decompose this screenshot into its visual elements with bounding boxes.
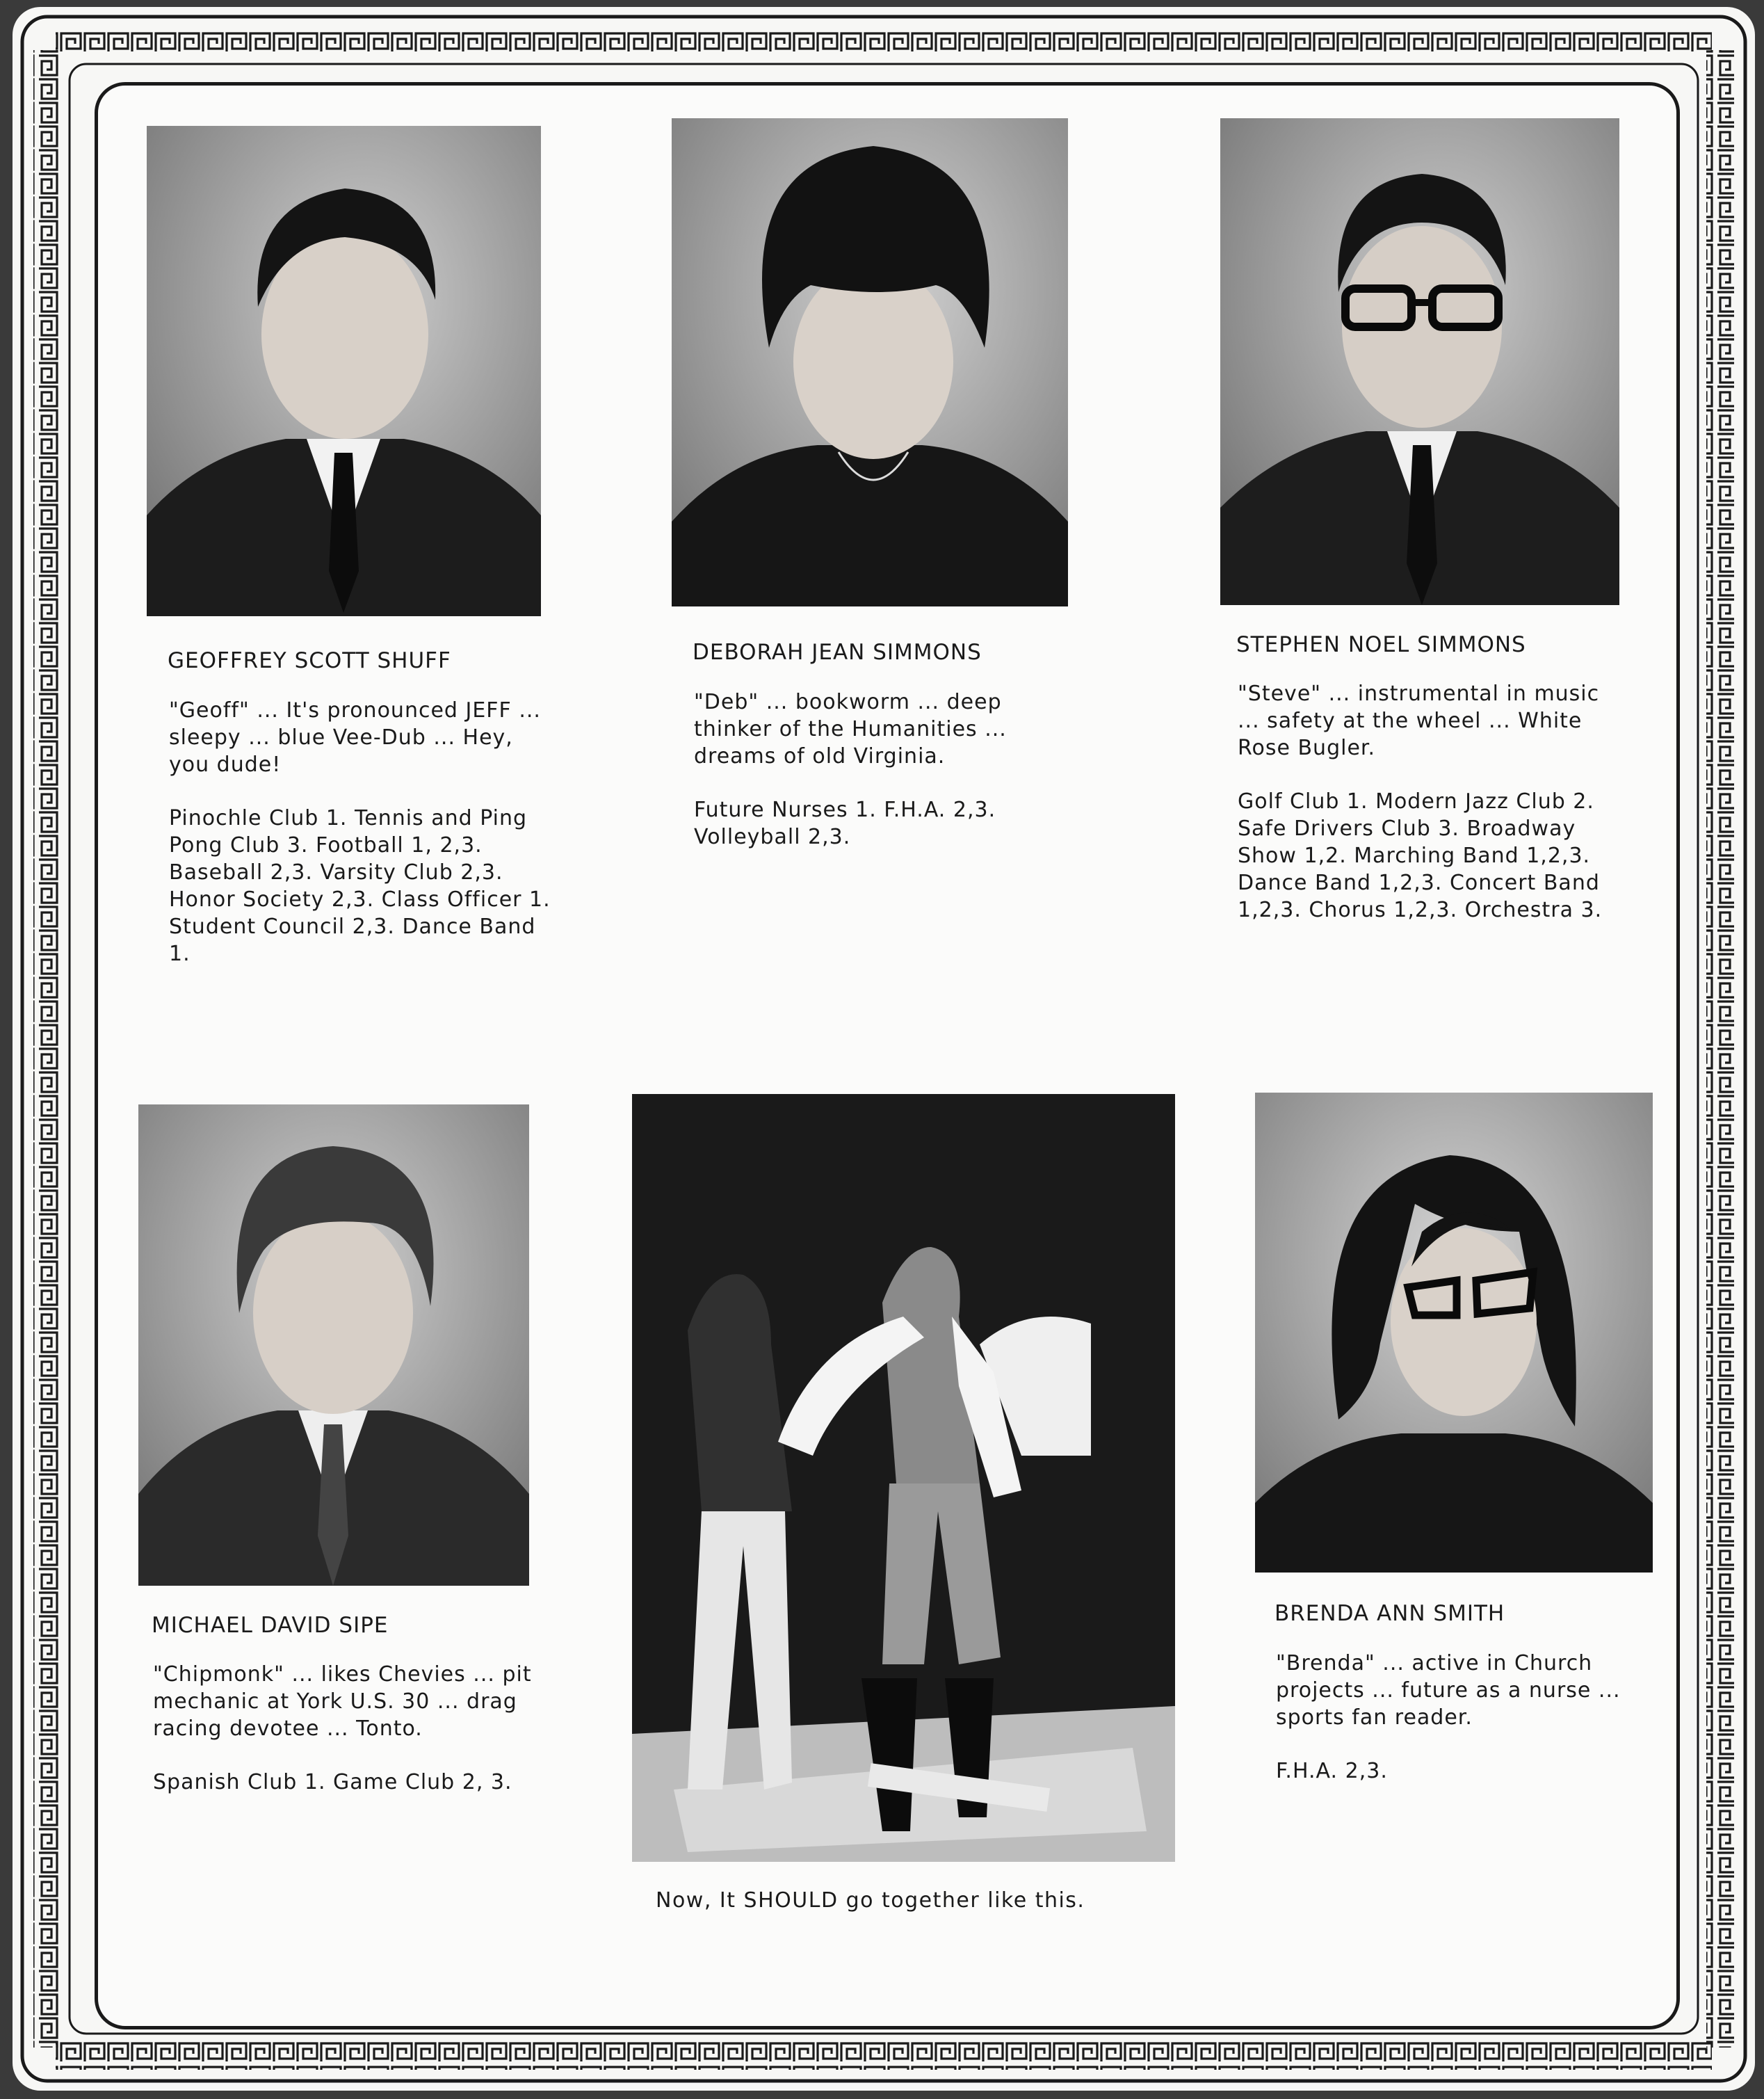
senior-quote: "Geoff" ... It's pronounced JEFF ... sleepy ... blue Vee-Dub ... Hey, you dude!: [169, 698, 541, 777]
senior-activities: Future Nurses 1. F.H.A. 2,3. Volleyball 2,3.: [694, 798, 996, 849]
senior-blurb: [153, 1661, 542, 1822]
senior-activities: Golf Club 1. Modern Jazz Club 2. Safe Drivers Club 3. Broadway Show 1,2. Marching Band 1,2,3. Dance Band 1,2,3. Concert Band 1,2,3. Chorus 1,2,3. Orchestra 3.: [1238, 789, 1603, 922]
candid-photo: [632, 1094, 1175, 1862]
senior-activities: F.H.A. 2,3.: [1276, 1759, 1388, 1783]
senior-blurb: [694, 689, 1083, 877]
senior-activities: Spanish Club 1. Game Club 2, 3.: [153, 1770, 512, 1794]
candid-caption: Now, It SHOULD go together like this.: [656, 1888, 1085, 1913]
senior-activities: Pinochle Club 1. Tennis and Ping Pong Club 3. Football 1, 2,3. Baseball 2,3. Varsity Club 2,3. Honor Society 2,3. Class Officer 1. Student Council 2,3. Dance Band 1.: [169, 806, 551, 966]
portrait-photo: [1220, 118, 1619, 605]
senior-name: STEPHEN NOEL SIMMONS: [1236, 632, 1526, 657]
senior-quote: "Chipmonk" ... likes Chevies ... pit mechanic at York U.S. 30 ... drag racing devotee ... Tonto.: [153, 1662, 532, 1741]
senior-name: MICHAEL DAVID SIPE: [152, 1613, 389, 1638]
senior-quote: "Brenda" ... active in Church projects ... future as a nurse ... sports fan reader.: [1276, 1651, 1621, 1730]
senior-quote: "Steve" ... instrumental in music ... safety at the wheel ... White Rose Bugler.: [1238, 682, 1600, 760]
senior-blurb: [169, 697, 557, 994]
portrait-photo: [138, 1104, 529, 1586]
senior-name: BRENDA ANN SMITH: [1275, 1601, 1505, 1626]
senior-blurb: [1238, 680, 1627, 950]
senior-quote: "Deb" ... bookworm ... deep thinker of the Humanities ... dreams of old Virginia.: [694, 690, 1007, 769]
portrait-photo: [672, 118, 1068, 606]
senior-name: DEBORAH JEAN SIMMONS: [693, 640, 982, 665]
portrait-photo: [1255, 1093, 1653, 1573]
portrait-photo: [147, 126, 541, 616]
senior-blurb: [1276, 1650, 1665, 1811]
senior-name: GEOFFREY SCOTT SHUFF: [168, 648, 451, 673]
yearbook-page: [13, 7, 1755, 2091]
